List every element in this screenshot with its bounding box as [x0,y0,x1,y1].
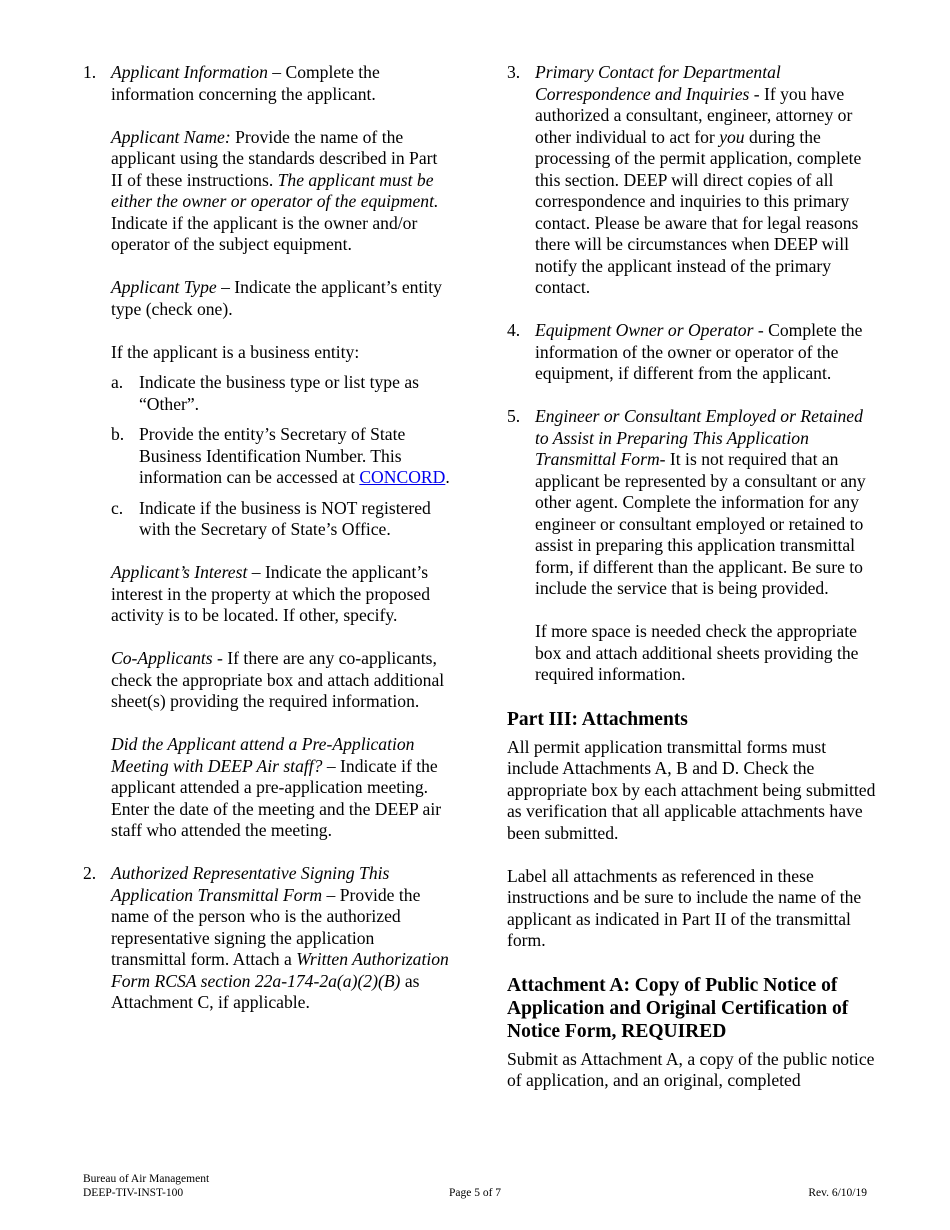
attachment-a-heading: Attachment A: Copy of Public Notice of Application and Original Certification of Notice Form, REQUIRED [507,974,849,1042]
item-number: 2. [83,863,97,883]
applicant-type-paragraph: Applicant Type – Indicate the applicant’s entity type (check one). [111,277,442,319]
left-column [83,62,453,1014]
pre-application-paragraph: Did the Applicant attend a Pre-Application Meeting with DEEP Air staff? – Indicate if the applicant attended a pre-application meeting. Enter the date of the meeting and the DEEP air staff who attended the meeting. [111,734,442,840]
applicant-name-paragraph: Applicant Name: Provide the name of the applicant using the standards described in Part II of these instructions. The applicant must be either the owner or operator of the equipment. Indicate if the applicant is the owner and/or operator of the subject equipment. [111,126,439,254]
footer-revision: Rev. 6/10/19 [808,1187,867,1199]
applicant-information-intro: Applicant Information – Complete the information concerning the applicant. [111,62,380,104]
item-engineer-consultant: 5. Engineer or Consultant Employed or Retained to Assist in Preparing This Application Transmittal Form- It is not required that an applicant be represented by a consultant or any other agent. Complete the information for any engineer or consultant employed or retained to assist in preparing this application transmittal form, if different than the applicant. Be sure to include the service that is being provided. If more space is needed check the appropriate box and attach additional sheets providing the required information. [507,406,879,686]
item-primary-contact: 3. Primary Contact for Departmental Correspondence and Inquiries - If you have authorized a consultant, engineer, attorney or other individual to act for you during the processing of the permit application, complete this section. DEEP will direct copies of all correspondence and inquiries to this primary contact. Please be aware that for legal reasons there will be circumstances when DEEP will notify the applicant instead of the primary contact. [507,62,862,297]
right-column [507,62,879,1092]
sub-item-a: a. Indicate the business type or list type as “Other”. [111,372,419,414]
footer-form-id: DEEP-TIV-INST-100 [83,1186,184,1199]
item-number: 1. [83,62,97,82]
sub-item-b: b. Provide the entity’s Secretary of State Business Identification Number. This information can be accessed at CONCORD. [111,424,450,487]
item-number: 4. [507,320,521,340]
item-applicant-information [83,62,453,842]
item-number: 5. [507,406,521,426]
concord-link[interactable]: CONCORD [359,467,446,487]
item-number: 3. [507,62,521,82]
footer-page-number: Page 5 of 7 [448,1187,502,1199]
sub-item-c: c. Indicate if the business is NOT registered with the Secretary of State’s Office. [111,497,431,539]
attachment-a-paragraph: Submit as Attachment A, a copy of the public notice of application, and an original, completed [507,1048,875,1090]
applicant-interest-paragraph: Applicant’s Interest – Indicate the applicant’s interest in the property at which the proposed activity is to be located. If other, specify. [111,562,431,625]
part-iii-paragraph-1: All permit application transmittal forms must include Attachments A, B and D. Check the appropriate box by each attachment being submitted as verification that all applicable attachments have been submitted. [507,736,876,843]
part-iii-heading: Part III: Attachments [507,708,688,730]
footer-bureau: Bureau of Air Management [83,1173,210,1185]
item-authorized-representative: 2. Authorized Representative Signing This Application Transmittal Form – Provide the name of the person who is the authorized representative signing the application transmittal form. Attach a Written Authorization Form RCSA section 22a-174-2a(a)(2)(B) as Attachment C, if applicable. [83,863,449,1012]
item-equipment-owner: 4. Equipment Owner or Operator - Complete the information of the owner or operator of the equipment, if different from the applicant. [507,320,863,383]
business-entity-intro: If the applicant is a business entity: [111,341,360,362]
part-iii-paragraph-2: Label all attachments as referenced in these instructions and be sure to include the name of the applicant as indicated in Part II of the transmittal form. [507,865,862,950]
more-space-paragraph: If more space is needed check the appropriate box and attach additional sheets providing the required information. [535,621,859,684]
co-applicants-paragraph: Co-Applicants - If there are any co-applicants, check the appropriate box and attach additional sheet(s) providing the required information. [111,648,445,711]
